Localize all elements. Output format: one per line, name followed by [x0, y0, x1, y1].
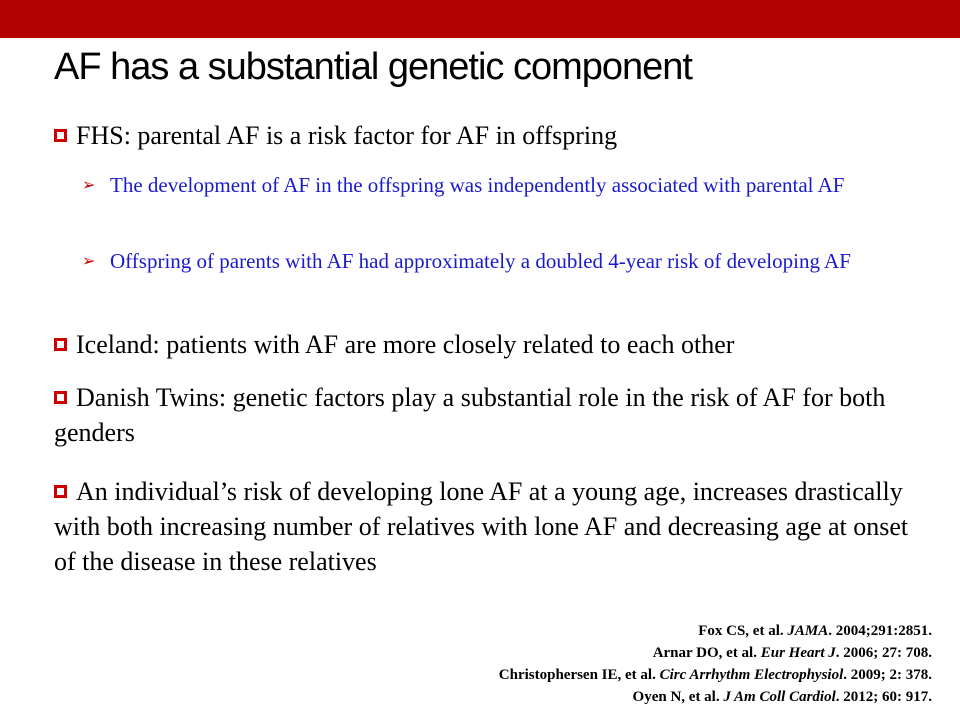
hollow-square-icon	[54, 129, 67, 142]
bullet-lone-af-risk	[54, 474, 934, 579]
reference-item: Arnar DO, et al. Eur Heart J. 2006; 27: 708.	[652, 645, 932, 661]
arrow-right-icon: ➢	[82, 253, 96, 270]
reference-item: Christophersen IE, et al. Circ Arrhythm Electrophysiol. 2009; 2: 378.	[498, 667, 932, 683]
bullet-text: FHS: parental AF is a risk factor for AF in offspring	[76, 121, 618, 150]
references	[499, 620, 932, 708]
bullet-fhs	[54, 118, 934, 153]
arrow-right-icon: ➢	[82, 177, 96, 194]
bullet-danish-twins	[54, 380, 934, 450]
hollow-square-icon	[54, 485, 67, 498]
bullet-iceland	[54, 327, 934, 362]
hollow-square-icon	[54, 391, 67, 404]
slide-title: AF has a substantial genetic component	[54, 46, 692, 88]
sub-bullet-text: Offspring of parents with AF had approximately a doubled 4-year risk of developing AF	[110, 249, 851, 273]
bullet-text: Iceland: patients with AF are more closely related to each other	[76, 330, 735, 359]
bullet-text: An individual’s risk of developing lone AF at a young age, increases drastically with both increasing number of relatives with lone AF and decreasing age at onset of the disease in these relatives	[54, 477, 909, 576]
sub-bullet-text: The development of AF in the offspring was independently associated with parental AF	[110, 173, 845, 197]
hollow-square-icon	[54, 338, 67, 351]
top-accent-bar	[0, 0, 960, 38]
sub-bullet-independent-association	[82, 172, 932, 199]
bullet-text: Danish Twins: genetic factors play a substantial role in the risk of AF for both genders	[54, 383, 886, 447]
sub-bullet-doubled-risk	[82, 248, 932, 275]
reference-item: Fox CS, et al. JAMA. 2004;291:2851.	[698, 623, 932, 639]
reference-item: Oyen N, et al. J Am Coll Cardiol. 2012; 60: 917.	[632, 689, 932, 705]
